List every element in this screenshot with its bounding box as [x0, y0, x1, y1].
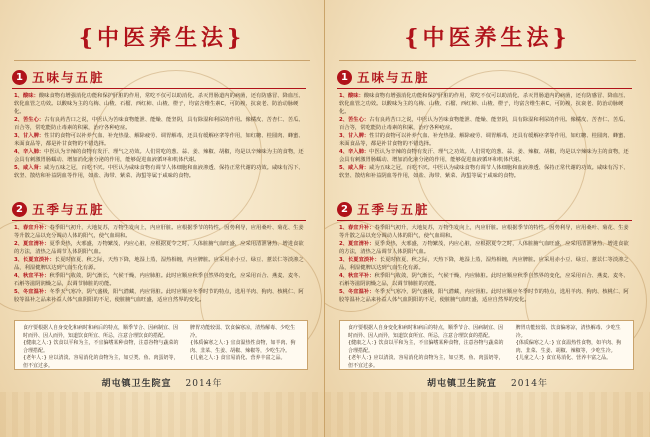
- tip-text: {体质偏寒之人：} 宜食温热性食物，如羊肉、狗肉、韭菜、生姜、胡椒、辣椒等，少吃生冷。: [515, 340, 622, 354]
- tip-text: {体质偏寒之人：} 宜食温热性食物，如羊肉、狗肉、韭菜、生姜、胡椒、辣椒等，少吃生冷。: [190, 340, 296, 354]
- tips-column: [190, 325, 299, 370]
- list-item: 5、冬宜温补：冬季天气寒冷，阴气盛极，阳气潜藏，内应肾脏。此时应顺应冬季时节的特点，选用羊肉、狗肉、核桃仁、阿胶等温补之品来补益人体气血阴阳的不足，使脏腑气血旺盛，适应自然界的变化。: [339, 289, 629, 303]
- section-rule: [337, 220, 632, 221]
- tips-column: [516, 325, 625, 370]
- divider: [14, 60, 310, 61]
- footer-year: 2014年: [511, 379, 548, 389]
- tip-text: {老年人：} 应以清淡、容易消化的食物为主，如豆类、鱼、肉蛋奶等，但不宜过多。: [348, 355, 504, 369]
- tip-text: {健康之人：} 饮食以平和为主，不宜偏嗜某种食物，注意谷物与蔬菜的合理搭配。: [348, 340, 504, 354]
- tip-text: 脾胃功能较弱、饮食偏寒凉，清热解毒、少吃生冷。: [515, 325, 621, 339]
- tips-box: [339, 320, 634, 370]
- list-item: 3、长夏宜淡补：长夏时值夏、秋之际，天热下降，地湿上蒸，湿热相缠，内应脾脏。应采用赤小豆、绿豆、薏苡仁等淡渗之品，利湿健脾以达到气血生化有源。: [339, 257, 629, 271]
- tip-text: {儿童之人：} 食宜易消化、营养丰富之品。: [515, 355, 612, 361]
- section-title: 五味与五脏: [357, 70, 430, 85]
- list-item: 5、冬宜温补：冬季天气寒冷，阴气盛极，阳气潜藏，内应肾脏。此时应顺应冬季时节的特点，选用羊肉、狗肉、核桃仁、阿胶等温补之品来补益人体气血阴阳的不足，使脏腑气血旺盛，适应自然界的变化。: [14, 289, 304, 303]
- section-header-wuwei: [12, 68, 105, 86]
- section-title: 五味与五脏: [32, 70, 105, 85]
- footer: [325, 376, 650, 389]
- list-item: 5、咸入肾：咸为五味之冠，百吃不厌。中医认为咸味食物有调节人体细胞和血液渗透、保持正常代谢的功效。咸味有泻下、软坚、散结和补益阴血等作用，如盐、海带、紫菜、海蜇等属于咸味的食物。: [339, 165, 629, 179]
- floral-border: [0, 392, 324, 437]
- list-item: 4、秋宜平补：秋季阳气收敛，阴气渐长，气候干燥，内应肺脏。此时应顺应秋季自然界的变化，应采用百合、燕麦、麦冬、石斛等滋阴润燥之品，以调节肺脏的功能。: [14, 273, 304, 287]
- footer-org: 胡屯镇卫生院宣: [101, 379, 172, 389]
- list-item: 1、酸味：酸味食物有增强消化功能和保护肝脏的作用，常吃不仅可以助消化、杀灭胃肠道内的病菌，还有防感冒、降血压、软化血管之功效。以酸味为主的乌梅、山楂、石榴、西红柿、山楂、橙子，均富含维生素C，可防癌、抗衰老、防治动脉硬化。: [14, 93, 304, 115]
- section-number-badge: 1: [337, 70, 352, 85]
- tips-columns: [348, 325, 625, 370]
- flyer-panel-right: [325, 0, 650, 437]
- footer: [0, 376, 324, 389]
- section-number-badge: 2: [12, 202, 27, 217]
- list-item: 2、苦生心：古有良药苦口之说，中医认为苦味食物能泄、能燥、能坚阴，具有除湿和利尿的作用。像橘皮、苦杏仁、苦瓜、百合等，常吃能防止毒素的积累，治疗各种疮症。: [14, 117, 304, 131]
- footer-org: 胡屯镇卫生院宣: [427, 379, 498, 389]
- list-item: 2、夏宜清补：夏季炎热，火邪盛，万物繁茂，内应心脏，应根据夏令之时，人体脏腑气血旺盛，应采用清泄暑热、增进食欲的方法，清热之品调节人体阴阳气血。: [339, 241, 629, 255]
- tips-box: [14, 320, 308, 370]
- tips-column: [348, 325, 508, 370]
- title-bar: [325, 14, 650, 58]
- list-item: 1、酸味：酸味食物有增强消化功能和保护肝脏的作用，常吃不仅可以助消化、杀灭胃肠道内的病菌，还有防感冒、降血压、软化血管之功效。以酸味为主的乌梅、山楂、石榴、西红柿、山楂、橙子，均富含维生素C，可防癌、抗衰老、防治动脉硬化。: [339, 93, 629, 115]
- tip-text: {健康之人：} 饮食以平和为主，不宜偏嗜某种食物，注意谷物与蔬菜的合理搭配。: [23, 340, 179, 354]
- footer-year: 2014年: [185, 379, 223, 389]
- list-item: 1、春宜升补：春季阳气初升，大地复苏，万物生发向上，内应肝脏。应根据季节的特性，因势利导，应用桑叶、菊花、生姜等升散之品以充分调动人体的阳气，使气血调和。: [339, 225, 629, 239]
- list-item: 1、春宜升补：春季阳气初升，大地复苏，万物生发向上，内应肝脏。应根据季节的特性，因势利导，应用桑叶、菊花、生姜等升散之品以充分调动人体的阳气，使气血调和。: [14, 225, 304, 239]
- floral-border: [325, 392, 650, 437]
- section-number-badge: 1: [12, 70, 27, 85]
- list-item: 4、辛入肺：中医认为辛辣的食物有发汗、理气之功效。人们常吃的葱、蒜、姜、辣椒、胡椒，均是以辛辣味为主的食物，还会具有刺激胃肠蠕动、增加消化液分泌的作用，能够促进血液循环和机体代谢。: [14, 149, 304, 163]
- list-item: 2、苦生心：古有良药苦口之说，中医认为苦味食物能泄、能燥、能坚阴，具有除湿和利尿的作用。像橘皮、苦杏仁、苦瓜、百合等，常吃能防止毒素的积累，治疗各种疮症。: [339, 117, 629, 131]
- tip-text: 食疗要根据人自身变化和病时和病后的特点，顺季节合、因病制宜、因时而异、因人而异，知道饮食所宜、所忌，注意合理饮食的搭配。: [23, 325, 179, 339]
- list-item: 4、秋宜平补：秋季阳气收敛，阴气渐长，气候干燥，内应肺脏。此时应顺应秋季自然界的变化，应采用百合、燕麦、麦冬、石斛等滋阴润燥之品，以调节肺脏的功能。: [339, 273, 629, 287]
- section-wuwei-items: [14, 92, 308, 180]
- tip-text: 脾胃功能较弱、饮食偏寒凉，清热解毒、少吃生冷。: [190, 325, 296, 339]
- tip-text: 食疗要根据人自身变化和病时和病后的特点，顺季节合、因病制宜、因时而异、因人而异，知道饮食所宜、所忌，注意合理饮食的搭配。: [348, 325, 504, 339]
- list-item: 3、甘入脾：性甘的食物可以补养气血、补充热量、解除疲劳、调胃解毒，还具有缓解痉挛等作用，如红糖、桂圆肉、蜂蜜、米面食品等，都是补甘食物的不错选择。: [339, 133, 629, 147]
- section-title: 五季与五脏: [32, 202, 105, 217]
- section-header-wuwei: [337, 68, 430, 86]
- section-header-wuji: [12, 200, 105, 218]
- list-item: 4、辛入肺：中医认为辛辣的食物有发汗、理气之功效。人们常吃的葱、蒜、姜、辣椒、胡椒，均是以辛辣味为主的食物，还会具有刺激胃肠蠕动、增加消化液分泌的作用，能够促进血液循环和机体代谢。: [339, 149, 629, 163]
- section-rule: [12, 220, 306, 221]
- page-title: {中医养生法}: [404, 24, 571, 51]
- section-header-wuji: [337, 200, 430, 218]
- tips-columns: [23, 325, 299, 370]
- page-title: {中医养生法}: [78, 24, 246, 51]
- section-wuji-items: [339, 224, 634, 304]
- section-wuwei-items: [339, 92, 634, 180]
- list-item: 2、夏宜清补：夏季炎热，火邪盛，万物繁茂，内应心脏，应根据夏令之时，人体脏腑气血旺盛，应采用清泄暑热、增进食欲的方法，清热之品调节人体阴阳气血。: [14, 241, 304, 255]
- section-number-badge: 2: [337, 202, 352, 217]
- list-item: 3、甘入脾：性甘的食物可以补养气血、补充热量、解除疲劳、调胃解毒，还具有缓解痉挛等作用，如红糖、桂圆肉、蜂蜜、米面食品等，都是补甘食物的不错选择。: [14, 133, 304, 147]
- title-bar: [0, 14, 324, 58]
- section-rule: [12, 88, 306, 89]
- section-wuji-items: [14, 224, 308, 304]
- section-title: 五季与五脏: [357, 202, 430, 217]
- section-rule: [337, 88, 632, 89]
- list-item: 5、咸入肾：咸为五味之冠，百吃不厌。中医认为咸味食物有调节人体细胞和血液渗透、保持正常代谢的功效。咸味有泻下、软坚、散结和补益阴血等作用，如盐、海带、紫菜、海蜇等属于咸味的食物。: [14, 165, 304, 179]
- list-item: 3、长夏宜淡补：长夏时值夏、秋之际，天热下降，地湿上蒸，湿热相缠，内应脾脏。应采用赤小豆、绿豆、薏苡仁等淡渗之品，利湿健脾以达到气血生化有源。: [14, 257, 304, 271]
- tip-text: {老年人：} 应以清淡、容易消化的食物为主，如豆类、鱼、肉蛋奶等，但不宜过多。: [23, 355, 179, 369]
- tips-column: [23, 325, 182, 370]
- divider: [339, 60, 636, 61]
- tip-text: {儿童之人：} 食宜易消化、营养丰富之品。: [190, 355, 286, 361]
